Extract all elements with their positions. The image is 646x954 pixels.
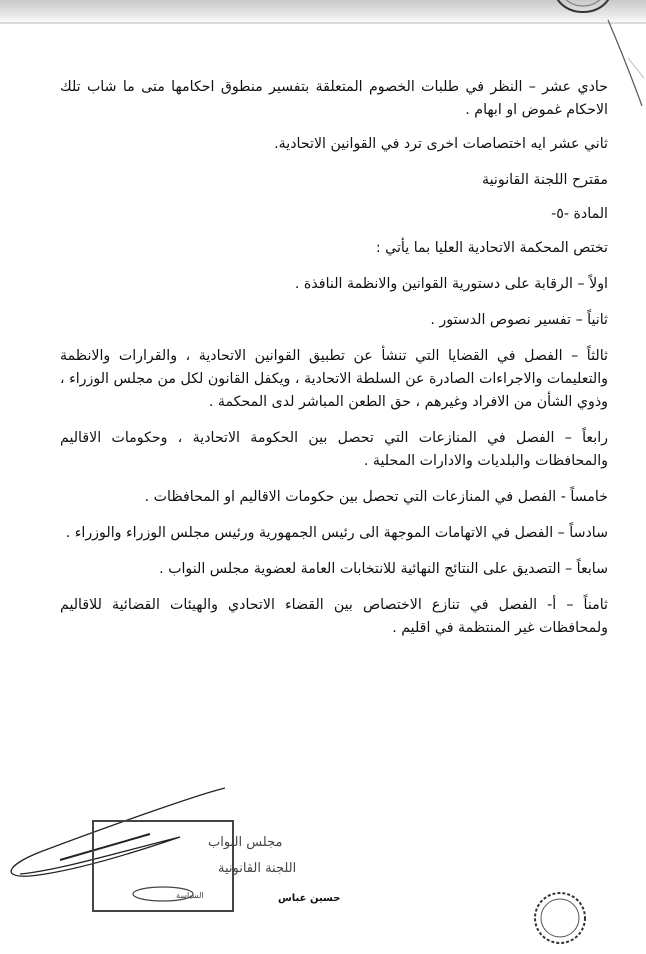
committee-stamp [90, 818, 297, 918]
item-second: ثانياً – تفسير نصوص الدستور . [430, 312, 608, 328]
item-eighth: ثامناً – أ- الفصل في تنازع الاختصاص بين القضاء الاتحادي والهيئات القضائية للاقاليم ولمحافظات غير المنتظمة في اقليم . [60, 597, 608, 636]
article-intro: تختص المحكمة الاتحادية العليا بما يأتي : [375, 240, 608, 256]
article-number: المادة -٥- [551, 206, 608, 222]
item-fourth: رابعاً – الفصل في المنازعات التي تحصل بين الحكومة الاتحادية ، وحكومات الاقاليم والمحافظات والبلديات والادارات المحلية . [60, 430, 608, 469]
clause-eleven: حادي عشر – النظر في طلبات الخصوم المتعلقة بتفسير منطوق احكامها متى ما شاب تلك الاحكام غموض او ابهام . [60, 79, 608, 118]
legal-committee-proposal-heading: مقترح اللجنة القانونية [482, 172, 608, 188]
document-body [60, 76, 608, 651]
seal-fragment-icon [548, 0, 618, 16]
signatory-name: حسين عباس [278, 893, 341, 904]
scan-top-edge [0, 22, 646, 24]
stamp-line-3: السياسة [176, 891, 204, 900]
item-first: اولاً – الرقابة على دستورية القوانين والانظمة النافذة . [294, 276, 608, 292]
stamp-line-1: مجلس النواب [208, 835, 283, 850]
item-third: ثالثاً – الفصل في القضايا التي تنشأ عن تطبيق القوانين الاتحادية ، والقرارات والانظمة والتعليمات والاجراءات الصادرة عن السلطة الاتحادية ، ويكفل القانون لكل من مجلس الوزراء ، وذوي الشأن من الافراد وغيرهم ، حق الطعن المباشر لدى المحكمة . [59, 348, 608, 410]
round-stamp-icon [532, 888, 588, 948]
clause-twelve: ثاني عشر ايه اختصاصات اخرى ترد في القوانين الاتحادية. [274, 136, 608, 152]
item-sixth: سادساً – الفصل في الاتهامات الموجهة الى رئيس الجمهورية ورئيس مجلس الوزراء والوزراء . [65, 525, 608, 541]
item-fifth: خامساً - الفصل في المنازعات التي تحصل بين حكومات الاقاليم او المحافظات . [144, 489, 608, 505]
item-seventh: سابعاً – التصديق على النتائج النهائية للانتخابات العامة لعضوية مجلس النواب . [159, 561, 608, 577]
stamp-line-2: اللجنة القانونية [218, 861, 297, 876]
